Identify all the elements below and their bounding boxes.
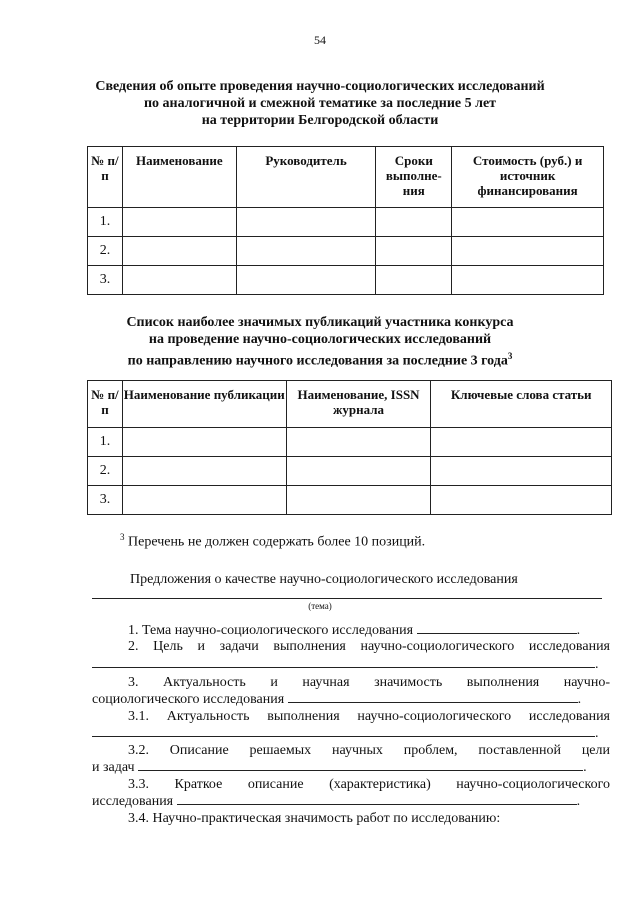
item-2-answer bbox=[92, 655, 599, 673]
footnote bbox=[120, 532, 425, 551]
page-number: 54 bbox=[314, 33, 326, 47]
table-row bbox=[88, 266, 604, 295]
table-row bbox=[88, 486, 612, 515]
table-cell[interactable] bbox=[431, 486, 612, 515]
item-1-label: 1. Тема научно-социологического исследования bbox=[128, 623, 414, 638]
row-number: 3. bbox=[88, 266, 123, 295]
item-3-1-period: . bbox=[595, 726, 599, 741]
item-3-3-answer-line[interactable] bbox=[177, 792, 577, 805]
section2-title-line-3-text: по направлению научного исследования за последние 3 года bbox=[127, 353, 508, 369]
item-3-label: 3. Актуальность и научная значимость выполнения научно- bbox=[128, 675, 610, 690]
section1-title-line-2: по аналогичной и смежной тематике за последние 5 лет bbox=[143, 96, 497, 111]
header-keywords: Ключевые слова статьи bbox=[431, 381, 612, 428]
table-row bbox=[88, 457, 612, 486]
item-3-continuation bbox=[92, 690, 581, 708]
section2-title-line-2: на проведение научно-социологических исследований bbox=[148, 332, 492, 347]
row-number: 1. bbox=[88, 208, 123, 237]
header-cost: Стоимость (руб.) и источник финансирования bbox=[452, 147, 604, 208]
table-cell[interactable] bbox=[236, 208, 376, 237]
table-cell[interactable] bbox=[286, 486, 431, 515]
item-1 bbox=[128, 621, 580, 639]
table-cell[interactable] bbox=[431, 428, 612, 457]
item-3-3-label-cont: исследования bbox=[92, 794, 174, 809]
table-cell[interactable] bbox=[122, 237, 236, 266]
item-2-period: . bbox=[595, 657, 599, 672]
item-3-period: . bbox=[577, 692, 582, 707]
row-number: 2. bbox=[88, 457, 123, 486]
header-publication: Наименование публикации bbox=[122, 381, 286, 428]
item-3-3-label: 3.3. Краткое описание (характеристика) научно-социологического bbox=[128, 777, 610, 792]
table-cell[interactable] bbox=[122, 457, 286, 486]
item-3-2-label: 3.2. Описание решаемых научных проблем, поставленной цели bbox=[128, 743, 610, 758]
topic-caption: (тема) bbox=[308, 601, 332, 611]
section1-title-line-1: Сведения об опыте проведения научно-социологических исследований bbox=[95, 79, 545, 94]
footnote-mark: 3 bbox=[120, 532, 125, 542]
item-3-answer-line[interactable] bbox=[288, 690, 578, 703]
section2-title-line-3 bbox=[60, 348, 580, 370]
table-cell[interactable] bbox=[122, 208, 236, 237]
table-cell[interactable] bbox=[431, 457, 612, 486]
item-3-1-label: 3.1. Актуальность выполнения научно-социологического исследования bbox=[128, 709, 610, 724]
table-cell[interactable] bbox=[236, 266, 376, 295]
table-cell[interactable] bbox=[286, 428, 431, 457]
table-cell[interactable] bbox=[286, 457, 431, 486]
item-3-3-continuation bbox=[92, 792, 580, 810]
section1-title-line-3: на территории Белгородской области bbox=[201, 113, 439, 128]
proposal-title: Предложения о качестве научно-социологического исследования bbox=[130, 572, 518, 587]
item-2-answer-line[interactable] bbox=[92, 655, 595, 668]
item-1-period: . bbox=[576, 623, 581, 638]
item-1-answer-line[interactable] bbox=[417, 621, 577, 634]
experience-table bbox=[87, 146, 604, 295]
table-cell[interactable] bbox=[376, 208, 452, 237]
item-3-4-label: 3.4. Научно-практическая значимость работ по исследованию: bbox=[128, 811, 501, 826]
item-3-2-label-cont: и задач bbox=[92, 760, 135, 775]
item-3-label-cont: социологического исследования bbox=[92, 692, 285, 707]
table-cell[interactable] bbox=[452, 237, 604, 266]
table-row bbox=[88, 428, 612, 457]
table-cell[interactable] bbox=[376, 266, 452, 295]
header-dates: Сроки выполне- ния bbox=[376, 147, 452, 208]
header-number: № п/п bbox=[88, 147, 123, 208]
item-3-2-continuation bbox=[92, 758, 587, 776]
section2-title bbox=[60, 314, 580, 370]
item-2-label: 2. Цель и задачи выполнения научно-социологического исследования bbox=[128, 639, 610, 654]
item-3-3-period: . bbox=[576, 794, 581, 809]
item-3-2-period: . bbox=[583, 760, 587, 775]
row-number: 3. bbox=[88, 486, 123, 515]
table-cell[interactable] bbox=[122, 266, 236, 295]
section1-title bbox=[60, 78, 580, 129]
table-row bbox=[88, 208, 604, 237]
table-cell[interactable] bbox=[236, 237, 376, 266]
header-name: Наименование bbox=[122, 147, 236, 208]
table-cell[interactable] bbox=[122, 428, 286, 457]
table-cell[interactable] bbox=[452, 266, 604, 295]
item-3-1-answer bbox=[92, 724, 599, 742]
item-3-1-answer-line[interactable] bbox=[92, 724, 595, 737]
header-journal: Наименование, ISSN журнала bbox=[286, 381, 431, 428]
footnote-text: Перечень не должен содержать более 10 позиций. bbox=[124, 534, 426, 550]
footnote-ref: 3 bbox=[507, 351, 513, 361]
publications-table bbox=[87, 380, 612, 515]
header-leader: Руководитель bbox=[236, 147, 376, 208]
item-3-2-answer-line[interactable] bbox=[138, 758, 583, 771]
table-cell[interactable] bbox=[376, 237, 452, 266]
table-row bbox=[88, 237, 604, 266]
header-number: № п/п bbox=[88, 381, 123, 428]
row-number: 1. bbox=[88, 428, 123, 457]
section2-title-line-1: Список наиболее значимых публикаций участника конкурса bbox=[126, 315, 514, 330]
table-cell[interactable] bbox=[452, 208, 604, 237]
table-cell[interactable] bbox=[122, 486, 286, 515]
topic-input-line[interactable] bbox=[92, 598, 602, 599]
row-number: 2. bbox=[88, 237, 123, 266]
